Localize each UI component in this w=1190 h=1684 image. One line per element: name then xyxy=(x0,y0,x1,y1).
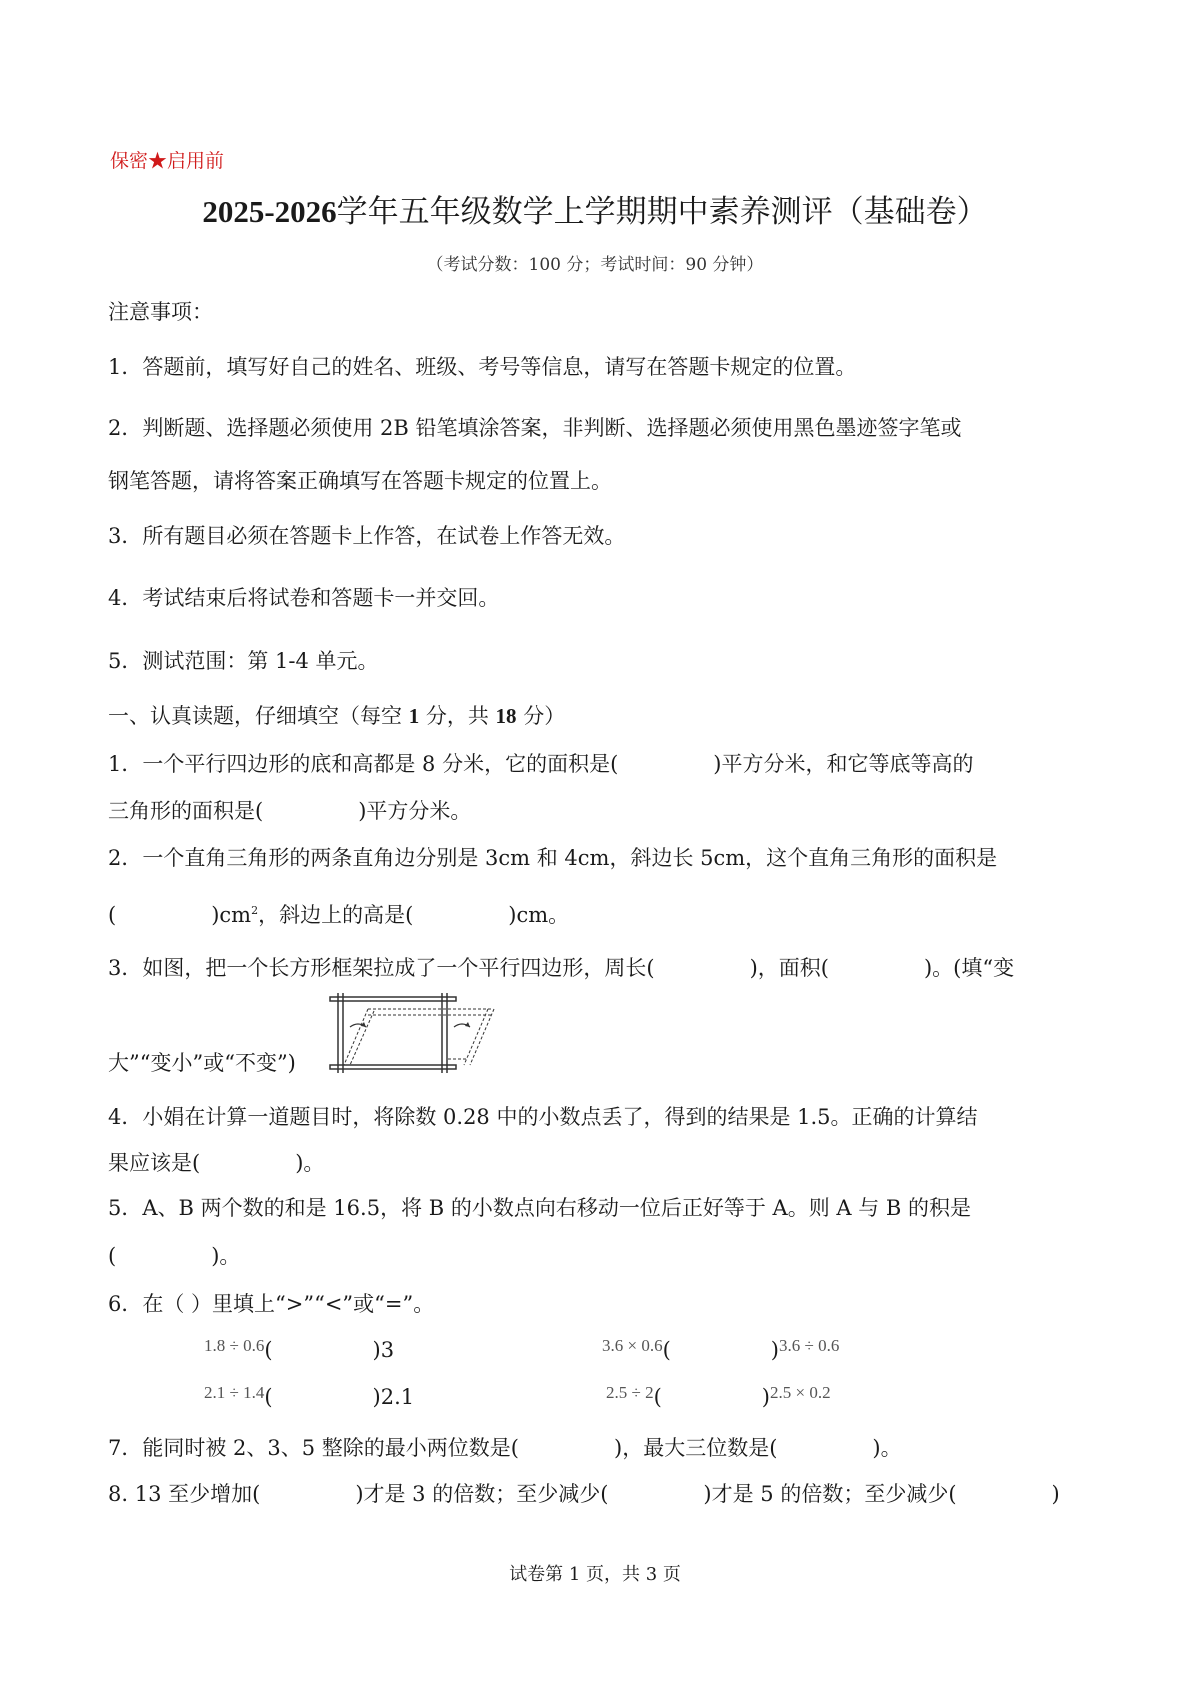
question-3-line-2: 大”“变小”或“不变”) xyxy=(108,1051,296,1075)
compare-item: $^{3.6 \times 0.6}$( )$^{3.6 \div 0.6}$ xyxy=(602,1336,840,1362)
notes-heading: 注意事项： xyxy=(108,300,213,324)
question-2-line-2: ( )$cm^2$，斜边上的高是( )cm。 xyxy=(108,903,570,927)
question-1-line-2: 三角形的面积是( )平方分米。 xyxy=(108,799,472,823)
question-2-line-1: 2．一个直角三角形的两条直角边分别是 3cm 和 4cm，斜边长 5cm，这个直角三角形的面积是 xyxy=(108,846,998,870)
note-item: 5．测试范围：第 1-4 单元。 xyxy=(108,649,379,673)
question-1-line-1: 1．一个平行四边形的底和高都是 8 分米，它的面积是( )平方分米，和它等底等高的 xyxy=(108,752,974,776)
question-5-line-2: ( )。 xyxy=(108,1244,241,1268)
compare-item: $^{1.8 \div 0.6}$( )3 xyxy=(204,1336,395,1362)
confidential-label: 保密★启用前 xyxy=(110,150,225,172)
question-8: 8. 13 至少增加( )才是 3 的倍数；至少减少( )才是 5 的倍数；至少减少( ) xyxy=(108,1482,1060,1506)
note-item: 3．所有题目必须在答题卡上作答，在试卷上作答无效。 xyxy=(108,524,626,548)
question-7: 7．能同时被 2、3、5 整除的最小两位数是( )，最大三位数是( )。 xyxy=(108,1436,902,1460)
page-title xyxy=(0,186,1190,231)
question-6-prompt: 6．在（ ）里填上“>”“<”或“=”。 xyxy=(108,1292,435,1316)
exam-info: （考试分数：100 分；考试时间：90 分钟） xyxy=(426,255,764,275)
note-item: 1．答题前，填写好自己的姓名、班级、考号等信息，请写在答题卡规定的位置。 xyxy=(108,355,857,379)
frame-figure xyxy=(328,993,498,1073)
section-heading: 一、认真读题，仔细填空（每空 1 分，共 18 分） xyxy=(108,704,566,728)
question-4-line-1: 4．小娟在计算一道题目时，将除数 0.28 中的小数点丢了，得到的结果是 1.5。正确的计算结 xyxy=(108,1105,978,1129)
note-item: 4．考试结束后将试卷和答题卡一并交回。 xyxy=(108,586,500,610)
question-3-line-1: 3．如图，把一个长方形框架拉成了一个平行四边形，周长( )，面积( )。(填“变 xyxy=(108,956,1015,980)
compare-item: $^{2.1 \div 1.4}$( )2.1 xyxy=(204,1383,415,1409)
page-footer: 试卷第 1 页，共 3 页 xyxy=(509,1564,681,1585)
note-item: 2．判断题、选择题必须使用 2B 铅笔填涂答案，非判断、选择题必须使用黑色墨迹签字笔或 xyxy=(108,416,962,440)
note-item: 钢笔答题，请将答案正确填写在答题卡规定的位置上。 xyxy=(108,469,612,493)
question-5-line-1: 5．A、B 两个数的和是 16.5，将 B 的小数点向右移动一位后正好等于 A。则 A 与 B 的积是 xyxy=(108,1196,971,1220)
title-year: 2025-2026 xyxy=(202,194,337,229)
title-text: 学年五年级数学上学期期中素养测评（基础卷） xyxy=(336,194,988,230)
compare-item: $^{2.5 \div 2}$( )$^{2.5 \times 0.2}$ xyxy=(606,1383,831,1409)
question-4-line-2: 果应该是( )。 xyxy=(108,1151,325,1175)
